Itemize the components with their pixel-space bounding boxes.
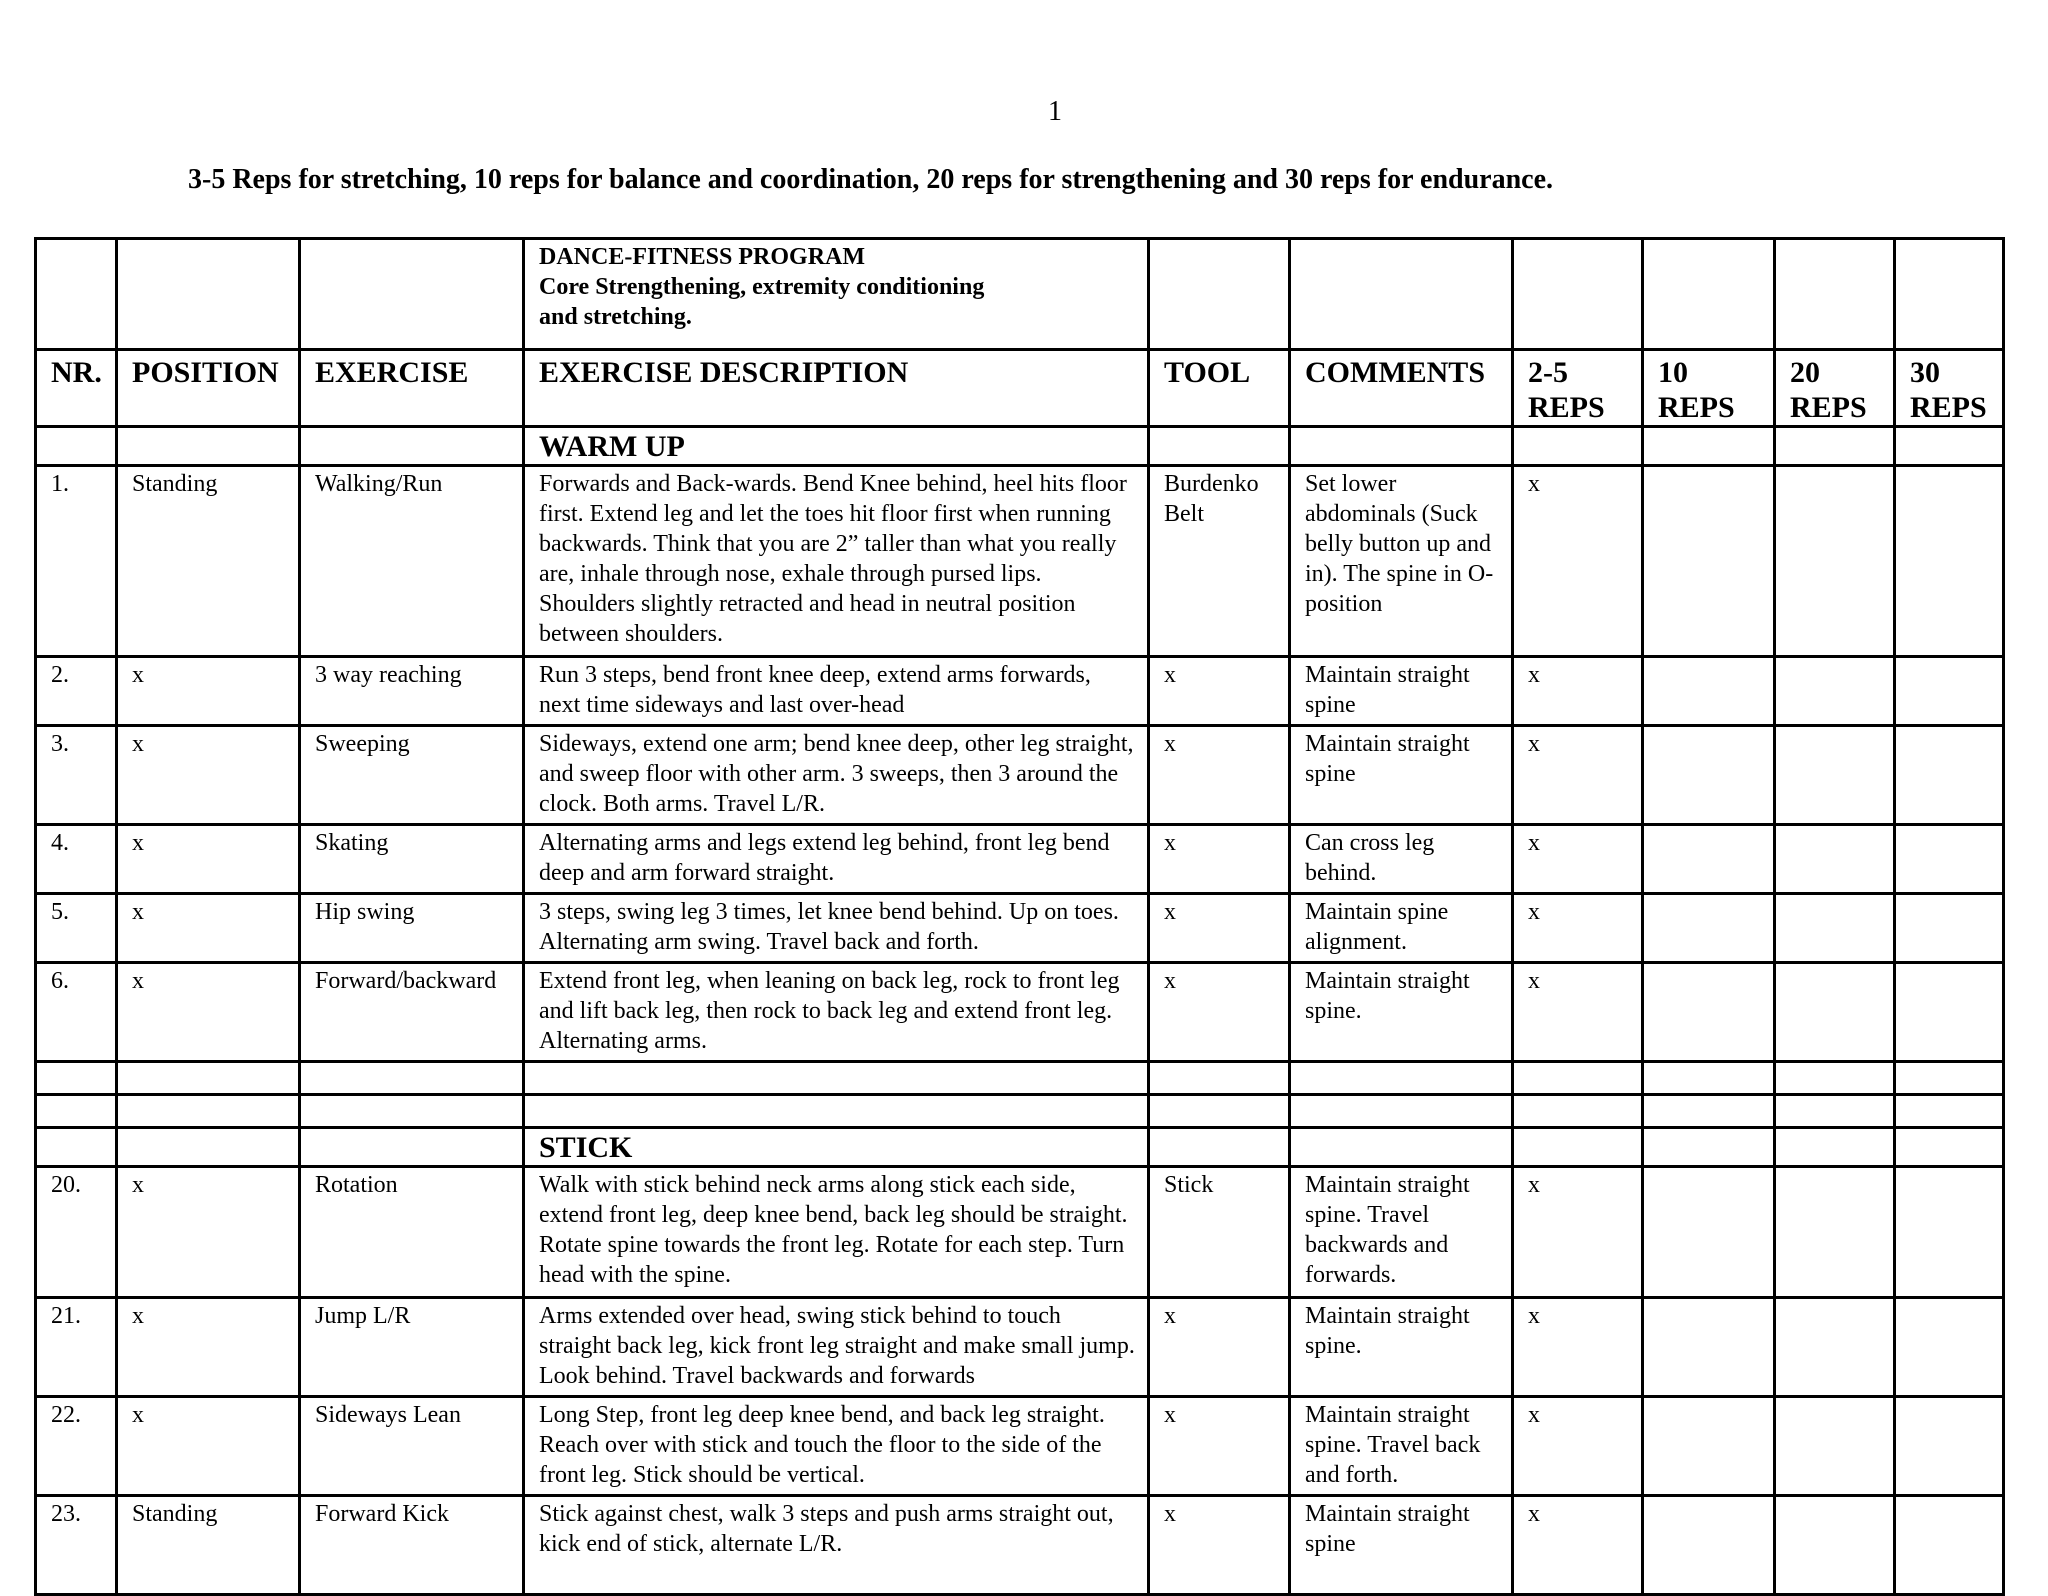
cell-reps-2-5: x [1513, 894, 1643, 963]
cell-nr: 23. [36, 1496, 117, 1595]
cell-reps-20 [1775, 1496, 1895, 1595]
cell-reps-30 [1895, 963, 2004, 1062]
cell-reps-20 [1775, 894, 1895, 963]
cell-exercise: Sweeping [300, 726, 524, 825]
cell-tool: x [1149, 1397, 1290, 1496]
empty-row [36, 1062, 2004, 1095]
col-header-position: POSITION [117, 350, 300, 427]
cell-comments: Can cross leg behind. [1290, 825, 1513, 894]
cell-position: Standing [117, 1496, 300, 1595]
col-header-tool: TOOL [1149, 350, 1290, 427]
cell-reps-30 [1895, 1496, 2004, 1595]
cell-reps-20 [1775, 1397, 1895, 1496]
cell-tool: x [1149, 1298, 1290, 1397]
cell-comments: Maintain straight spine. [1290, 1298, 1513, 1397]
program-title: DANCE-FITNESS PROGRAM [539, 244, 866, 270]
cell-reps-30 [1895, 1397, 2004, 1496]
cell-reps-10 [1643, 1167, 1775, 1298]
col-header-nr: NR. [36, 350, 117, 427]
cell-reps-10 [1643, 1397, 1775, 1496]
cell-tool: x [1149, 726, 1290, 825]
cell-reps-30 [1895, 1167, 2004, 1298]
cell-comments: Maintain straight spine. Travel backwards and forwards. [1290, 1167, 1513, 1298]
cell-reps-20 [1775, 963, 1895, 1062]
cell-reps-10 [1643, 466, 1775, 657]
cell-reps-2-5: x [1513, 726, 1643, 825]
cell-comments: Maintain straight spine. [1290, 963, 1513, 1062]
column-header-row [36, 350, 2004, 427]
program-subtitle: Core Strengthening, extremity conditioning [539, 274, 985, 300]
cell-nr: 21. [36, 1298, 117, 1397]
cell-comments: Maintain straight spine [1290, 1496, 1513, 1595]
cell-nr: 2. [36, 657, 117, 726]
cell-reps-10 [1643, 1496, 1775, 1595]
table-row [36, 1167, 2004, 1298]
cell-reps-10 [1643, 894, 1775, 963]
cell-exercise: Jump L/R [300, 1298, 524, 1397]
cell-exercise: Forward Kick [300, 1496, 524, 1595]
cell-comments: Maintain straight spine [1290, 657, 1513, 726]
cell-exercise: Rotation [300, 1167, 524, 1298]
col-header-exercise: EXERCISE [300, 350, 524, 427]
table-row [36, 1397, 2004, 1496]
cell-reps-20 [1775, 726, 1895, 825]
cell-description: 3 steps, swing leg 3 times, let knee bend behind. Up on toes. Alternating arm swing. Travel back and forth. [524, 894, 1149, 963]
cell-position: x [117, 726, 300, 825]
cell-description: Forwards and Back-wards. Bend Knee behind, heel hits floor first. Extend leg and let the toes hit floor first when running backwards. Think that you are 2” taller than what you really are, inhale through nose, exhale through pursed lips. Shoulders slightly retracted and head in neutral position between shoulders. [524, 466, 1149, 657]
col-header-reps-10: 10 REPS [1643, 350, 1775, 427]
cell-reps-10 [1643, 825, 1775, 894]
cell-nr: 4. [36, 825, 117, 894]
cell-position: Standing [117, 466, 300, 657]
program-title-cell [524, 239, 1149, 350]
table-row [36, 1496, 2004, 1595]
cell-exercise: Forward/backward [300, 963, 524, 1062]
cell-reps-10 [1643, 963, 1775, 1062]
cell-position: x [117, 657, 300, 726]
cell-description: Sideways, extend one arm; bend knee deep, other leg straight, and sweep floor with other arm. 3 sweeps, then 3 around the clock. Both arms. Travel L/R. [524, 726, 1149, 825]
cell-position: x [117, 963, 300, 1062]
cell-tool: x [1149, 963, 1290, 1062]
cell-exercise: Hip swing [300, 894, 524, 963]
col-header-reps-2-5: 2-5 REPS [1513, 350, 1643, 427]
cell-tool: Burdenko Belt [1149, 466, 1290, 657]
cell-position: x [117, 1167, 300, 1298]
cell-description: Run 3 steps, bend front knee deep, extend arms forwards, next time sideways and last over-head [524, 657, 1149, 726]
cell-exercise: Walking/Run [300, 466, 524, 657]
cell-position: x [117, 894, 300, 963]
program-header-row [36, 239, 2004, 350]
cell-reps-2-5: x [1513, 825, 1643, 894]
cell-tool: x [1149, 825, 1290, 894]
table-row [36, 726, 2004, 825]
cell-reps-20 [1775, 466, 1895, 657]
cell-description: Stick against chest, walk 3 steps and push arms straight out, kick end of stick, alternate L/R. [524, 1496, 1149, 1595]
intro-text: 3-5 Reps for stretching, 10 reps for balance and coordination, 20 reps for strengthening and 30 reps for endurance. [188, 164, 1554, 195]
cell-tool: x [1149, 894, 1290, 963]
col-header-comments: COMMENTS [1290, 350, 1513, 427]
table-row [36, 466, 2004, 657]
page-number: 1 [1048, 96, 1062, 127]
cell-nr: 1. [36, 466, 117, 657]
cell-position: x [117, 1298, 300, 1397]
cell-exercise: Skating [300, 825, 524, 894]
cell-reps-30 [1895, 1298, 2004, 1397]
section-row-warmup [36, 427, 2004, 466]
cell-reps-10 [1643, 1298, 1775, 1397]
cell-description: Alternating arms and legs extend leg behind, front leg bend deep and arm forward straight. [524, 825, 1149, 894]
cell-reps-30 [1895, 894, 2004, 963]
program-subtitle-2: and stretching. [539, 304, 692, 330]
cell-comments: Maintain straight spine [1290, 726, 1513, 825]
cell-tool: x [1149, 1496, 1290, 1595]
cell-comments: Maintain spine alignment. [1290, 894, 1513, 963]
table-row [36, 657, 2004, 726]
cell-reps-2-5: x [1513, 657, 1643, 726]
cell-tool: x [1149, 657, 1290, 726]
cell-reps-2-5: x [1513, 466, 1643, 657]
cell-reps-2-5: x [1513, 963, 1643, 1062]
exercise-table [34, 237, 2005, 1596]
cell-reps-2-5: x [1513, 1496, 1643, 1595]
cell-nr: 20. [36, 1167, 117, 1298]
cell-reps-10 [1643, 726, 1775, 825]
cell-reps-30 [1895, 726, 2004, 825]
cell-reps-20 [1775, 825, 1895, 894]
cell-description: Walk with stick behind neck arms along stick each side, extend front leg, deep knee bend, back leg should be straight. Rotate spine towards the front leg. Rotate for each step. Turn head with the spine. [524, 1167, 1149, 1298]
section-row-stick [36, 1128, 2004, 1167]
section-title-warmup: WARM UP [524, 427, 1149, 466]
cell-position: x [117, 1397, 300, 1496]
cell-nr: 3. [36, 726, 117, 825]
cell-reps-20 [1775, 1298, 1895, 1397]
col-header-reps-30: 30 REPS [1895, 350, 2004, 427]
table-row [36, 963, 2004, 1062]
cell-comments: Maintain straight spine. Travel back and forth. [1290, 1397, 1513, 1496]
cell-reps-30 [1895, 657, 2004, 726]
cell-reps-20 [1775, 1167, 1895, 1298]
cell-comments: Set lower abdominals (Suck belly button up and in). The spine in O-position [1290, 466, 1513, 657]
table-row [36, 894, 2004, 963]
cell-description: Long Step, front leg deep knee bend, and back leg straight. Reach over with stick and touch the floor to the side of the front leg. Stick should be vertical. [524, 1397, 1149, 1496]
cell-exercise: 3 way reaching [300, 657, 524, 726]
cell-nr: 6. [36, 963, 117, 1062]
table-row [36, 1298, 2004, 1397]
cell-nr: 5. [36, 894, 117, 963]
cell-reps-2-5: x [1513, 1397, 1643, 1496]
cell-reps-30 [1895, 466, 2004, 657]
col-header-description: EXERCISE DESCRIPTION [524, 350, 1149, 427]
cell-nr: 22. [36, 1397, 117, 1496]
empty-row [36, 1095, 2004, 1128]
cell-tool: Stick [1149, 1167, 1290, 1298]
cell-position: x [117, 825, 300, 894]
table-row [36, 825, 2004, 894]
cell-exercise: Sideways Lean [300, 1397, 524, 1496]
cell-description: Extend front leg, when leaning on back leg, rock to front leg and lift back leg, then rock to back leg and extend front leg. Alternating arms. [524, 963, 1149, 1062]
cell-reps-2-5: x [1513, 1298, 1643, 1397]
cell-reps-2-5: x [1513, 1167, 1643, 1298]
cell-reps-20 [1775, 657, 1895, 726]
cell-description: Arms extended over head, swing stick behind to touch straight back leg, kick front leg straight and make small jump. Look behind. Travel backwards and forwards [524, 1298, 1149, 1397]
cell-reps-10 [1643, 657, 1775, 726]
section-title-stick: STICK [524, 1128, 1149, 1167]
cell-reps-30 [1895, 825, 2004, 894]
col-header-reps-20: 20 REPS [1775, 350, 1895, 427]
